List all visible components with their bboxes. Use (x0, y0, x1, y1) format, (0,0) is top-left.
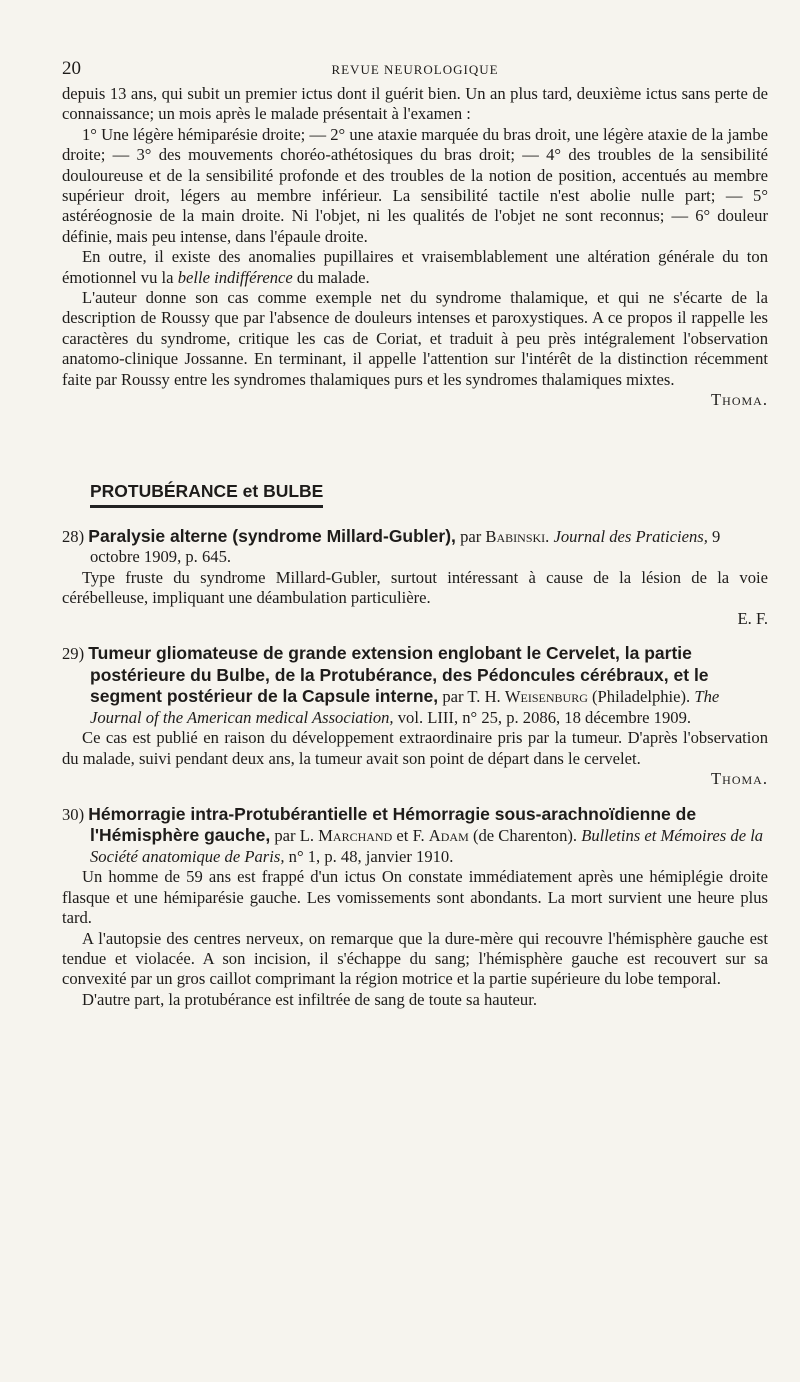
p3-italic: belle indifférence (177, 267, 293, 287)
intro-paragraph-4: L'auteur donne son cas comme exemple net du syndrome thalamique, et qui ne s'écarte de la description de Roussy que par l'absence de douleurs intenses et paroxystiques. A ce propos il rappelle les caractères du syndrome, critique les cas de Coriat, et traduit à peu près intégralement l'observation anatomo-clinique Jossanne. En terminant, il appelle l'attention sur l'intérêt de la distinction récemment faite par Roussy entre les syndromes thalamiques purs et les syndromes thalamiques mixtes. (62, 288, 768, 389)
entry-author: Babinski. (485, 526, 550, 546)
entry-heading (62, 526, 768, 568)
entry-title: Tumeur gliomateuse de grande extension englobant le Cervelet, la partie postérieure du Bulbe, de la Protubérance, des Pédoncules cérébraux, et le segment postérieur de la Capsule interne, (88, 642, 709, 707)
entry-affiliation: (Philadelphie). (592, 687, 691, 707)
entry-reference: n° 1, p. 48, janvier 1910. (288, 846, 454, 866)
entry-journal: Bulletins et Mémoires de la Société anatomique de Paris, (90, 826, 764, 866)
entry-author-initials: L. (299, 826, 315, 846)
entry-author: Marchand (318, 826, 393, 846)
entry-title: Paralysie alterne (syndrome Millard-Gubler), (88, 525, 456, 546)
entry-author: Weisenburg (504, 687, 588, 707)
entry-body: Type fruste du syndrome Millard-Gubler, surtout intéressant à cause de la lésion de la voie cérébelleuse, impliquant une déambulation particulière. (62, 567, 768, 608)
entry-by: par (442, 687, 464, 707)
entry-29 (62, 643, 768, 790)
entry-author2-initials: F. (412, 826, 425, 846)
entry-reference: 9 octobre 1909, p. 645. (90, 526, 721, 567)
entry-body-3: D'autre part, la protubérance est infiltrée de sang de toute sa hauteur. (82, 989, 537, 1009)
entry-reference: vol. LIII, n° 25, p. 2086, 18 décembre 1909. (397, 707, 692, 727)
entry-journal: Journal des Praticiens, (553, 526, 708, 546)
entry-number: 30) (62, 804, 85, 824)
page-number: 20 (62, 58, 81, 79)
journal-title: REVUE NEUROLOGIQUE (331, 62, 499, 77)
entry-body: Ce cas est publié en raison du développement extraordinaire pris par la tumeur. D'après l'observation du malade, suivi pendant deux ans, la tumeur avait son point de départ dans le cervelet. (62, 728, 768, 768)
intro-paragraph-2: 1° Une légère hémiparésie droite; — 2° une ataxie marquée du bras droit, une légère ataxie de la jambe droite; — 3° des mouvements choréo-athétosiques du bras droit; — 4° des troubles de la sensibilité douloureuse et de la sensibilité profonde et des troubles de la notion de position, accentués au membre supérieur droit, légers au membre inférieur. La sensibilité tactile n'est abolie nulle part; — 5° astéréognosie de la main droite. Ni l'objet, ni les qualités de l'objet ne sont reconnus; — 6° douleur définie, mais peu intense, dans l'épaule droite. (62, 124, 768, 246)
intro-signature: Thoma. (711, 390, 768, 410)
entry-28 (62, 526, 768, 629)
entry-and: et (396, 826, 409, 846)
entry-journal: The Journal of the American medical Association, (90, 687, 720, 727)
p3-start: En outre, il existe des anomalies pupillaires et vraisemblablement une altération générale du ton émotionnel vu la (62, 247, 768, 287)
entry-heading (62, 643, 768, 728)
section-header (90, 441, 768, 508)
entry-author-initials: T. H. (467, 687, 501, 707)
entry-by: par (274, 826, 296, 846)
entry-by: par (460, 526, 482, 546)
entry-body-2: A l'autopsie des centres nerveux, on remarque que la dure-mère qui recouvre l'hémisphère gauche est tendue et violacée. A son incision, il s'échappe du sang; l'hémisphère gauche est recouvert sur sa convexité par un gros caillot comprimant la région motrice et la partie supérieure du lobe temporal. (62, 928, 768, 989)
intro-paragraph-1: depuis 13 ans, qui subit un premier ictus dont il guérit bien. Un an plus tard, deuxième ictus sans perte de connaissance; un mois après le malade présentait à l'examen : (62, 84, 768, 124)
intro-paragraph-3 (62, 247, 768, 288)
entry-signature: E. F. (737, 608, 768, 628)
section-title: PROTUBÉRANCE et BULBE (90, 481, 323, 508)
p3-end: du malade. (296, 267, 370, 287)
entry-affiliation: (de Charenton). (472, 826, 578, 846)
entry-author2: Adam (428, 826, 469, 846)
running-head (62, 58, 768, 84)
entry-title: Hémorragie intra-Protubérantielle et Hémorragie sous-arachnoïdienne de l'Hémisphère gauche, (88, 803, 697, 846)
entry-body-1: Un homme de 59 ans est frappé d'un ictus On constate immédiatement après une hémiplégie droite flasque et une hémiparésie gauche. Les vomissements sont abondants. La mort survient une heure plus tard. (62, 867, 768, 928)
page (62, 58, 768, 1010)
entry-number: 28) (62, 526, 85, 546)
entry-signature: Thoma. (711, 769, 768, 789)
entry-heading (62, 804, 768, 868)
entry-number: 29) (62, 643, 85, 663)
entry-30 (62, 804, 768, 1011)
